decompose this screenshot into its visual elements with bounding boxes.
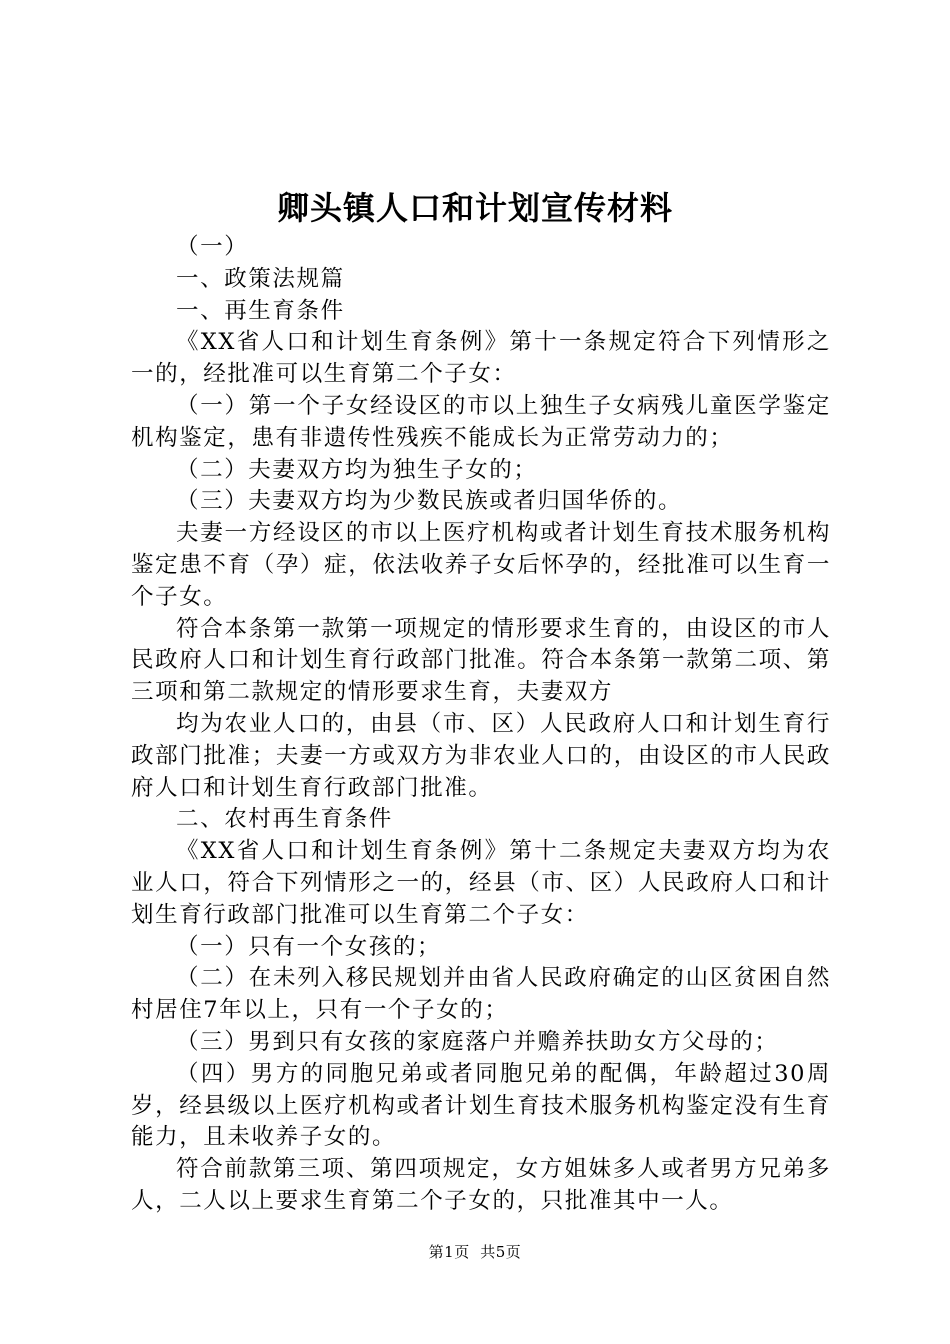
paragraph: 夫妻一方经设区的市以上医疗机构或者计划生育技术服务机构鉴定患不育（孕）症，依法收养子女后怀孕的，经批准可以生育一个子女。 bbox=[131, 520, 831, 610]
paragraph: 符合本条第一款第一项规定的情形要求生育的，由设区的市人民政府人口和计划生育行政部门批准。符合本条第一款第二项、第三项和第二款规定的情形要求生育，夫妻双方 bbox=[131, 615, 831, 706]
page-total: 共5页 bbox=[480, 1243, 522, 1261]
paragraph: 一、再生育条件 bbox=[176, 297, 345, 324]
paragraph: （三）男到只有女孩的家庭落户并赡养扶助女方父母的； bbox=[176, 1028, 779, 1055]
paragraph: 《XX省人口和计划生育条例》第十一条规定符合下列情形之一的，经批准可以生育第二个子女： bbox=[131, 329, 831, 388]
paragraph: （三）夫妻双方均为少数民族或者归国华侨的。 bbox=[176, 488, 683, 515]
paragraph: （一）第一个子女经设区的市以上独生子女病残儿童医学鉴定机构鉴定，患有非遗传性残疾不能成长为正常劳动力的； bbox=[131, 392, 831, 451]
paragraph: 均为农业人口的，由县（市、区）人民政府人口和计划生育行政部门批准；夫妻一方或双方为非农业人口的，由设区的市人民政府人口和计划生育行政部门批准。 bbox=[131, 710, 831, 801]
paragraph: 一、政策法规篇 bbox=[176, 265, 345, 292]
paragraph: 《XX省人口和计划生育条例》第十二条规定夫妻双方均为农业人口，符合下列情形之一的，经县（市、区）人民政府人口和计划生育行政部门批准可以生育第二个子女： bbox=[131, 838, 831, 928]
paragraph: （一）只有一个女孩的； bbox=[176, 933, 442, 960]
page-number: 第1页 bbox=[428, 1243, 470, 1261]
paragraph: （四）男方的同胞兄弟或者同胞兄弟的配偶，年龄超过30周岁，经县级以上医疗机构或者计划生育技术服务机构鉴定没有生育能力，且未收养子女的。 bbox=[131, 1060, 831, 1151]
document-body bbox=[131, 232, 831, 1218]
paragraph: 符合前款第三项、第四项规定，女方姐妹多人或者男方兄弟多人，二人以上要求生育第二个子女的，只批准其中一人。 bbox=[131, 1156, 831, 1214]
paragraph: 二、农村再生育条件 bbox=[176, 806, 393, 833]
paragraph: （二）夫妻双方均为独生子女的； bbox=[176, 456, 538, 483]
paragraph: （一） bbox=[176, 234, 249, 260]
document-title: 卿头镇人口和计划宣传材料 bbox=[276, 189, 673, 227]
page-footer bbox=[0, 1242, 950, 1262]
paragraph: （二）在未列入移民规划并由省人民政府确定的山区贫困自然村居住7年以上，只有一个子女的； bbox=[131, 965, 831, 1024]
